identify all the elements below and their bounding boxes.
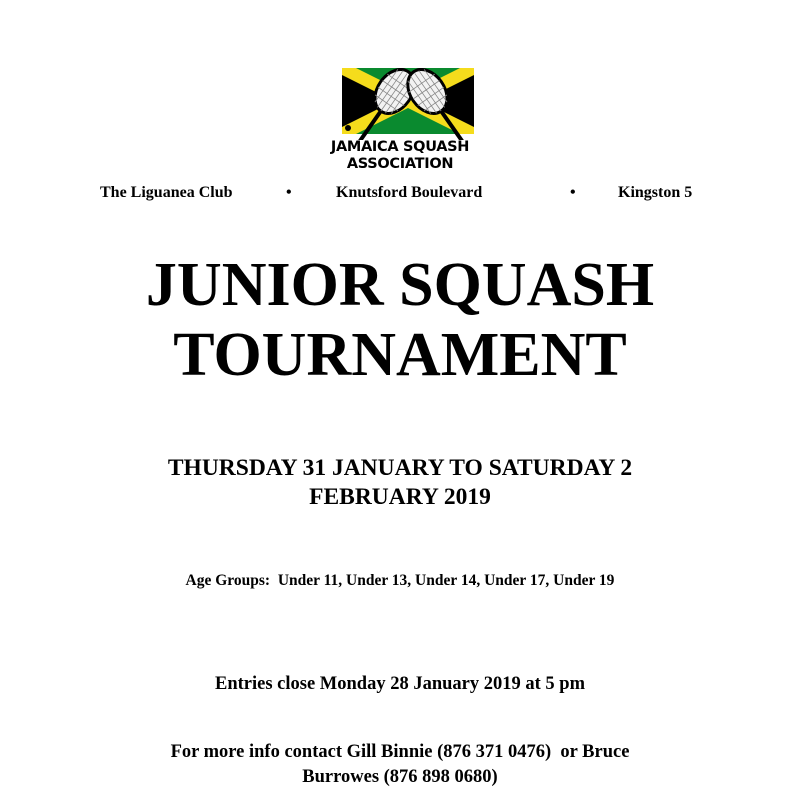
association-logo [300, 64, 500, 180]
age-groups: Age Groups: Under 11, Under 13, Under 14, Under 17, Under 19 [185, 572, 615, 589]
entries-deadline: Entries close Monday 28 January 2019 at 5 pm [215, 674, 585, 694]
dates-line1: THURSDAY 31 JANUARY TO SATURDAY 2 [167, 455, 633, 481]
contact-line1: For more info contact Gill Binnie (876 371 0476) or Bruce [170, 742, 630, 762]
page-title [0, 250, 800, 390]
address-line [0, 184, 800, 204]
title-line2: TOURNAMENT [173, 321, 627, 389]
logo-text-line1: JAMAICA SQUASH [330, 139, 470, 155]
address-separator: • [286, 184, 292, 201]
venue-name: The Liguanea Club [100, 184, 233, 201]
logo-text-line2: ASSOCIATION [346, 156, 454, 172]
contact-info [0, 740, 800, 790]
flag-rackets-icon [340, 68, 474, 140]
tournament-dates [0, 454, 800, 512]
address-separator: • [570, 184, 576, 201]
street-name: Knutsford Boulevard [336, 184, 483, 201]
contact-line2: Burrowes (876 898 0680) [302, 767, 498, 787]
title-line1: JUNIOR SQUASH [145, 251, 655, 319]
dates-line2: FEBRUARY 2019 [309, 484, 491, 510]
city-name: Kingston 5 [618, 184, 693, 201]
